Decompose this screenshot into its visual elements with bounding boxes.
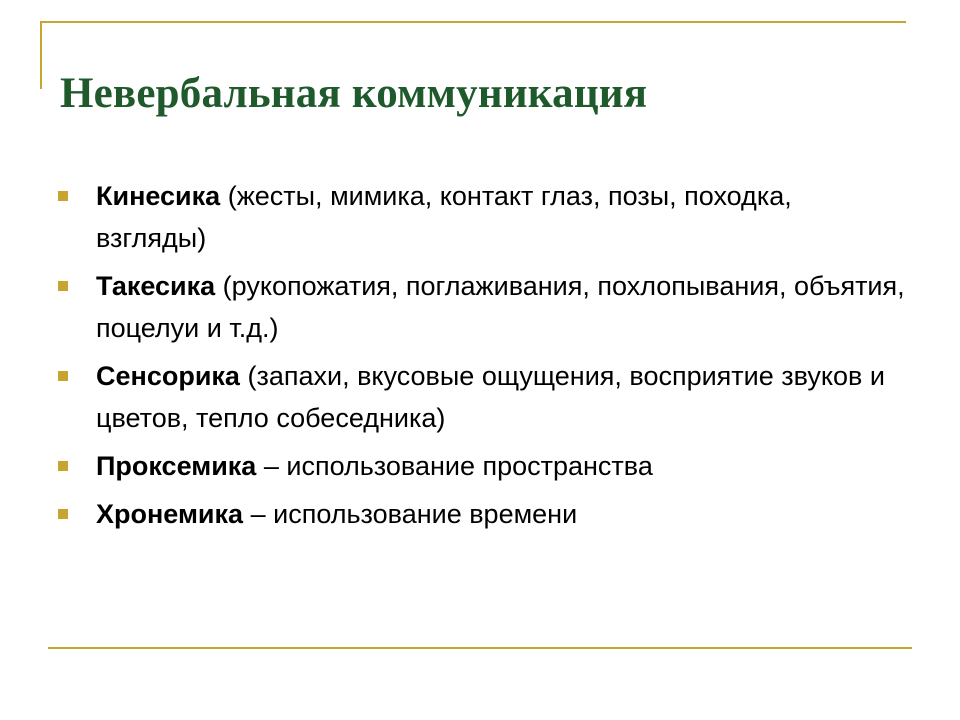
bullet-item-takesics bbox=[58, 265, 908, 349]
square-bullet-icon bbox=[58, 191, 68, 201]
square-bullet-icon bbox=[58, 461, 68, 471]
bullet-term: Кинесика bbox=[96, 181, 221, 211]
frame-bottom-line bbox=[48, 647, 912, 649]
bullet-text: (жесты, мимика, контакт глаз, позы, походка, взгляды) bbox=[96, 181, 792, 253]
bullet-term: Такесика bbox=[96, 271, 216, 301]
bullet-item-chronemics bbox=[58, 493, 908, 535]
bullet-item-proxemics bbox=[58, 445, 908, 487]
bullet-list bbox=[58, 175, 908, 541]
bullet-item-kinesics bbox=[58, 175, 908, 259]
square-bullet-icon bbox=[58, 371, 68, 381]
bullet-term: Сенсорика bbox=[96, 361, 240, 391]
bullet-text: (рукопожатия, поглаживания, похлопывания, объятия, поцелуи и т.д.) bbox=[96, 271, 905, 343]
bullet-term: Проксемика bbox=[96, 451, 257, 481]
square-bullet-icon bbox=[58, 281, 68, 291]
bullet-text: – использование времени bbox=[250, 499, 578, 529]
square-bullet-icon bbox=[58, 509, 68, 519]
bullet-term: Хронемика bbox=[96, 499, 244, 529]
bullet-item-sensorics bbox=[58, 355, 908, 439]
frame-top-line bbox=[40, 21, 906, 23]
bullet-text: – использование пространства bbox=[263, 451, 653, 481]
slide-title: Невербальная коммуникация bbox=[60, 69, 648, 117]
frame-left-line bbox=[40, 21, 42, 89]
bullet-text: (запахи, вкусовые ощущения, восприятие звуков и цветов, тепло собеседника) bbox=[96, 361, 885, 433]
